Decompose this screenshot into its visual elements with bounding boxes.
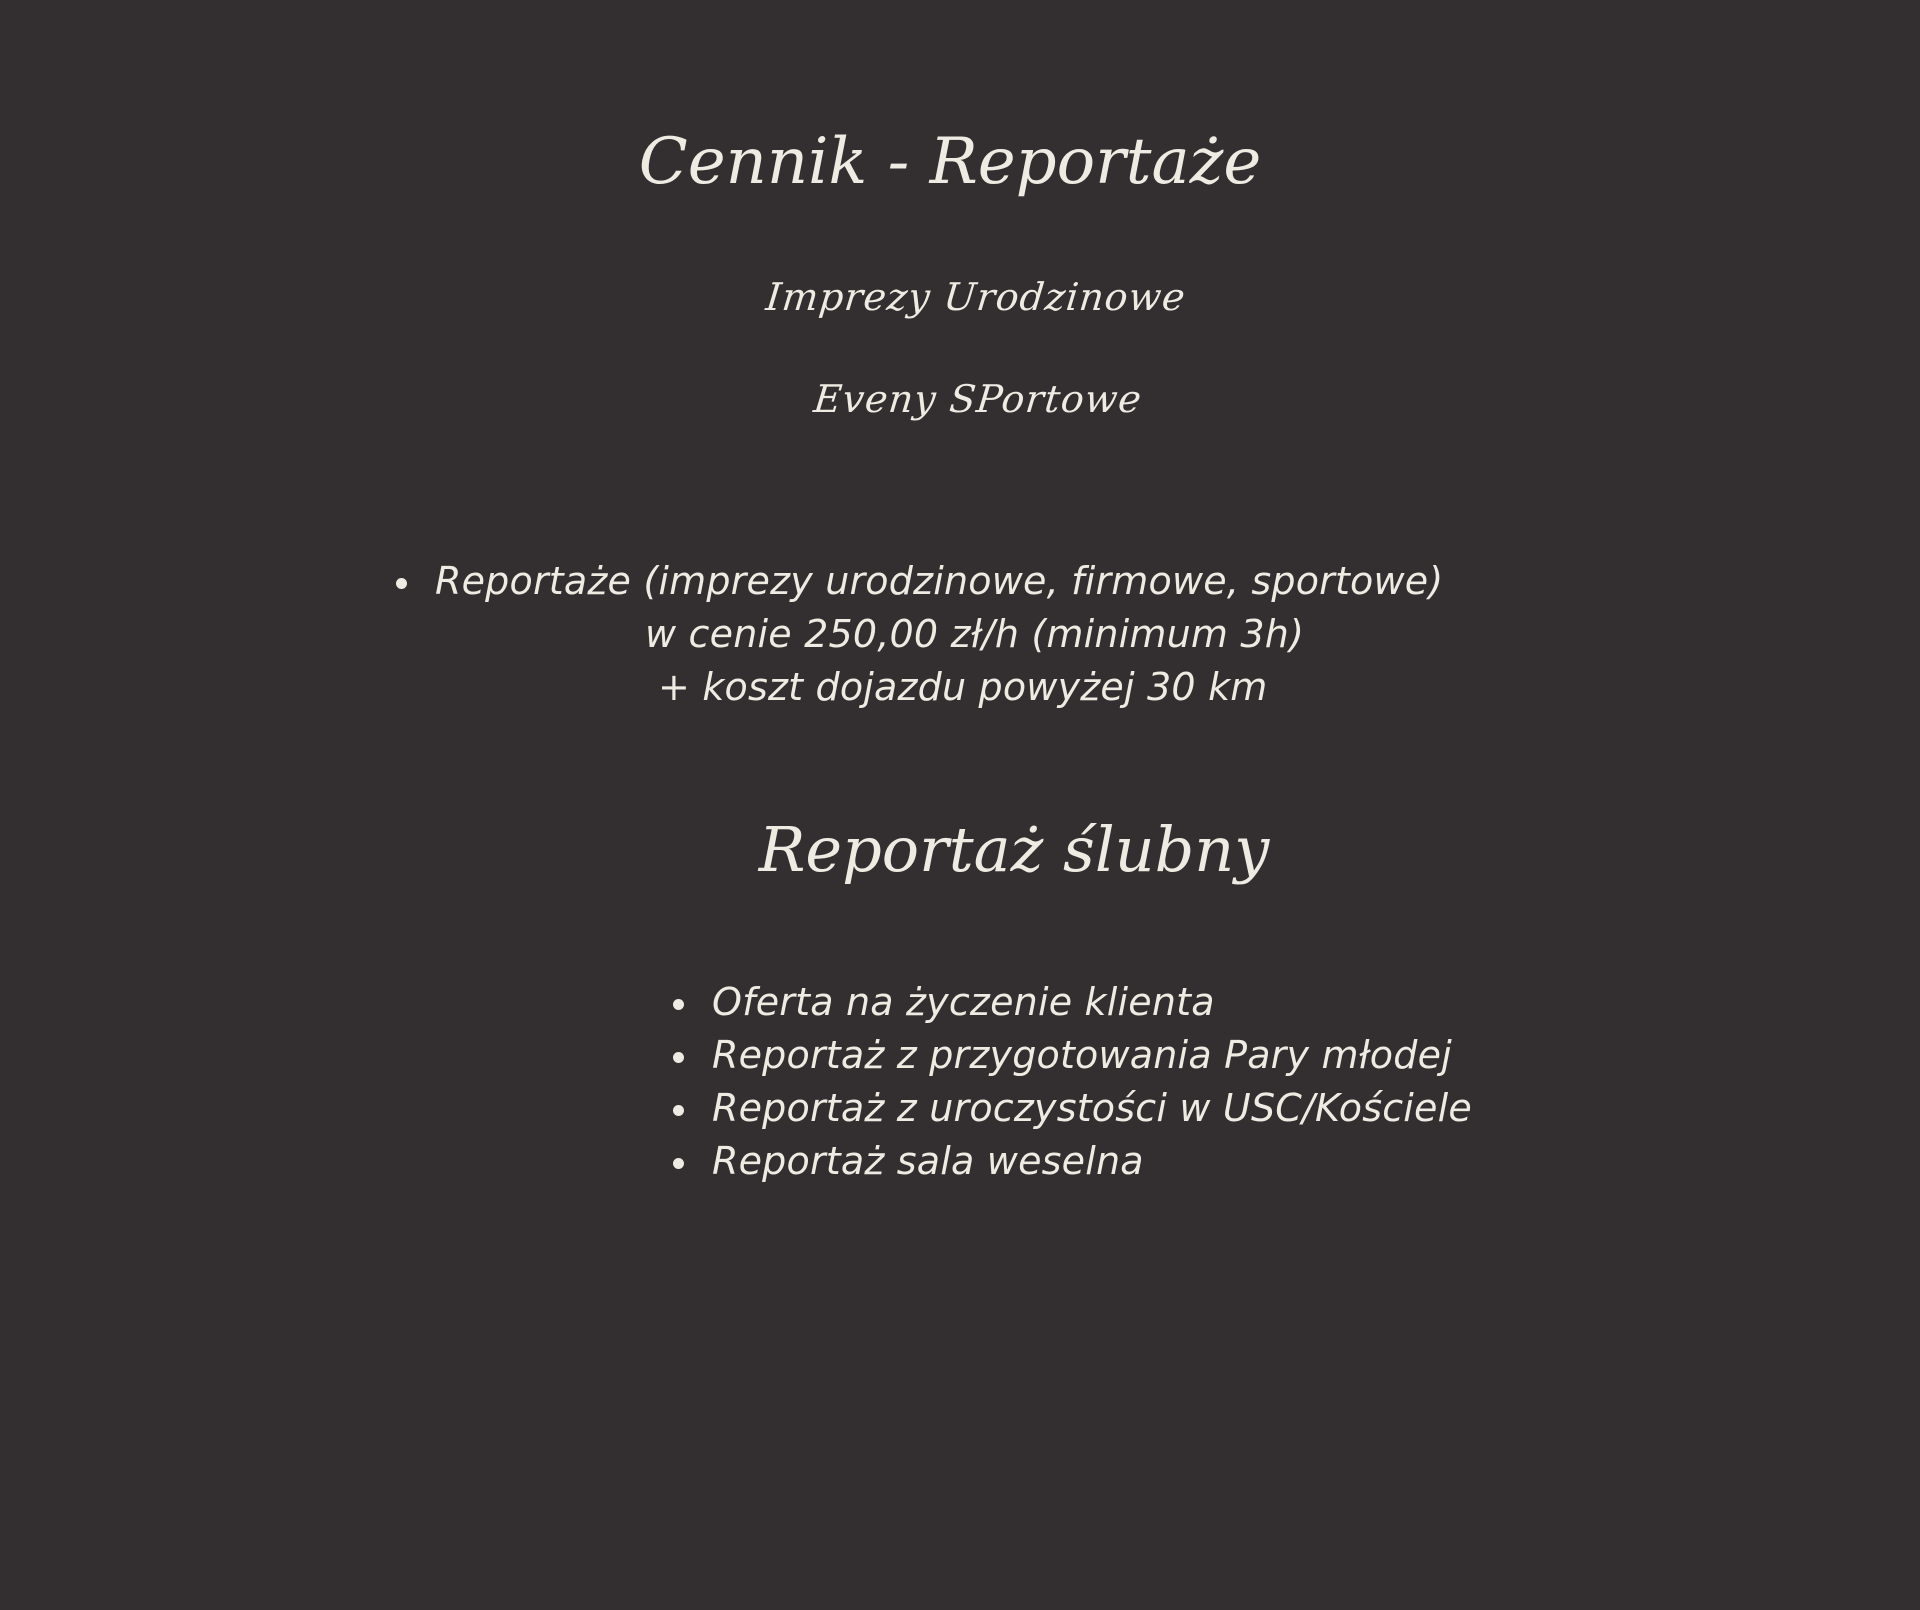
subtitle-sport-events: Eveny SPortowe	[811, 377, 1145, 421]
bullet-icon	[396, 578, 407, 589]
bullet-icon	[673, 1105, 684, 1116]
list-item	[0, 555, 1920, 720]
list-item	[0, 1082, 1920, 1135]
list-item	[0, 1029, 1920, 1082]
bullet-icon	[673, 999, 684, 1010]
reportage-travel-cost: + koszt dojazdu powyżej 30 km	[658, 665, 1268, 709]
subtitle-birthday-parties: Imprezy Urodzinowe	[763, 275, 1189, 319]
list-item	[0, 976, 1920, 1029]
wedding-offer-list	[0, 976, 1920, 1188]
section-title-wedding: Reportaż ślubny	[758, 813, 1270, 886]
reportage-price: w cenie 250,00 zł/h (minimum 3h)	[645, 612, 1305, 656]
list-item-label: Reportaż sala weselna	[712, 1139, 1144, 1183]
bullet-icon	[673, 1052, 684, 1063]
list-item-label: Oferta na życzenie klienta	[712, 980, 1215, 1024]
bullet-icon	[673, 1158, 684, 1169]
reportage-description: Reportaże (imprezy urodzinowe, firmowe, sportowe)	[435, 559, 1444, 603]
list-item-label: Reportaż z przygotowania Pary młodej	[712, 1033, 1452, 1077]
reportage-price-list	[0, 555, 1920, 720]
list-item	[0, 1135, 1920, 1188]
page-title: Cennik - Reportaże	[638, 125, 1262, 199]
list-item-label: Reportaż z uroczystości w USC/Kościele	[712, 1086, 1472, 1130]
